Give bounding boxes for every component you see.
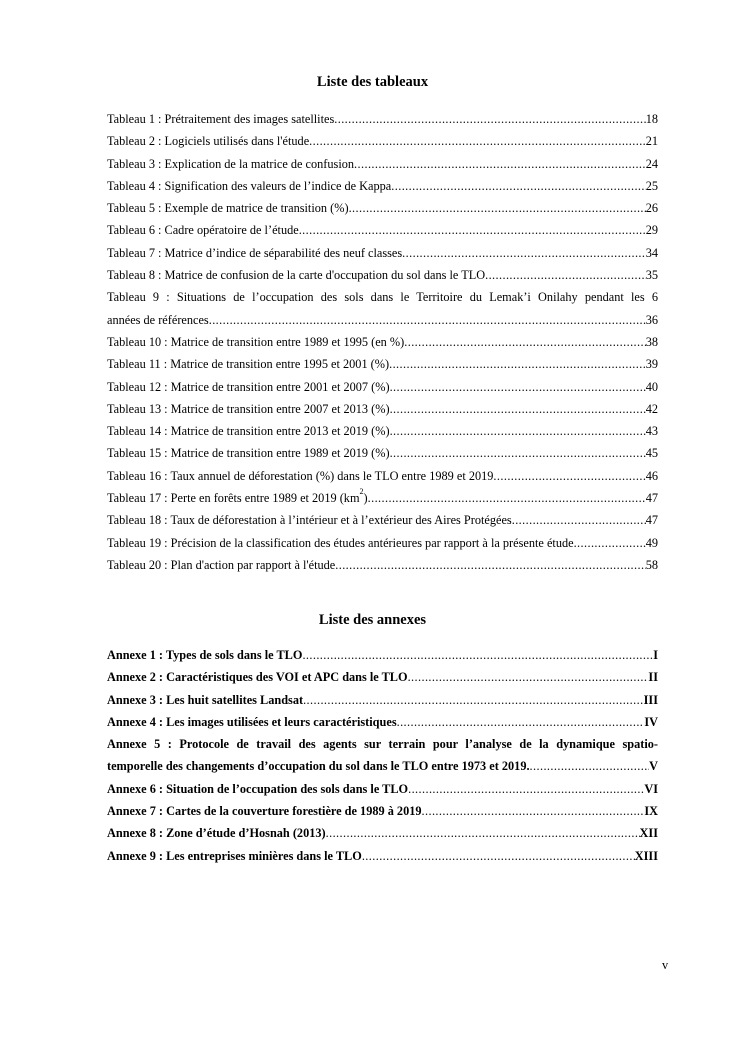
dot-leader (389, 353, 646, 375)
entry-page: XII (639, 826, 658, 841)
dot-leader (354, 153, 646, 175)
dot-leader (299, 219, 646, 241)
entry-title: Tableau 8 : Matrice de confusion de la carte d'occupation du sol dans le TLO (107, 268, 486, 283)
entry-title: Annexe 1 : Types de sols dans le TLO (107, 648, 303, 662)
entry-title: Tableau 6 : Cadre opératoire de l’étude (107, 223, 299, 238)
toc-entry[interactable] (107, 711, 658, 733)
entry-title: Tableau 4 : Signification des valeurs de l’indice de Kappa (107, 178, 392, 193)
entry-page: II (648, 670, 658, 685)
entry-title: Annexe 6 : Situation de l’occupation des sols dans le TLO (107, 781, 409, 796)
dot-leader (390, 442, 646, 464)
entry-page: 45 (645, 446, 658, 461)
superscript-2: 2 (359, 487, 364, 497)
toc-entry[interactable] (107, 465, 658, 487)
toc-entry[interactable] (107, 442, 658, 464)
entry-page: III (643, 692, 658, 707)
entry-page: 34 (645, 245, 658, 260)
entry-page: 35 (645, 268, 658, 283)
toc-entry[interactable] (107, 219, 658, 241)
dot-leader (512, 509, 646, 531)
entry-title: Tableau 2 : Logiciels utilisés dans l'étude (107, 134, 310, 149)
entry-title-close: ) (363, 491, 368, 506)
entry-title-text: Tableau 17 : Perte en forêts entre 1989 et 2019 (km (107, 491, 360, 506)
entry-title: Tableau 5 : Exemple de matrice de transition (%) (107, 201, 349, 216)
toc-entry[interactable] (107, 331, 658, 353)
entry-page: 39 (645, 357, 658, 372)
dot-leader (485, 264, 646, 286)
entry-page: 42 (645, 401, 658, 416)
entry-page: 29 (645, 223, 658, 238)
entry-page: 36 (645, 312, 658, 327)
toc-entry[interactable] (107, 689, 658, 711)
dot-leader (493, 465, 645, 487)
entry-page: I (653, 648, 658, 662)
toc-entry-line2[interactable] (107, 755, 658, 777)
dot-leader (302, 644, 653, 666)
entry-title-continued: temporelle des changements d’occupation du sol dans le TLO entre 1973 et 2019. (107, 759, 530, 774)
dot-leader (209, 309, 646, 331)
dot-leader (335, 554, 645, 576)
tables-list (107, 108, 658, 576)
toc-entry[interactable] (107, 353, 658, 375)
toc-entry[interactable] (107, 264, 658, 286)
entry-title: Annexe 3 : Les huit satellites Landsat (107, 692, 304, 707)
toc-entry-line1[interactable] (107, 733, 658, 755)
dot-leader (349, 197, 646, 219)
entry-title: Tableau 18 : Taux de déforestation à l’intérieur et à l’extérieur des Aires Protégées (107, 513, 512, 528)
toc-entry[interactable] (107, 242, 658, 264)
dot-leader (422, 800, 645, 822)
entry-title: Annexe 7 : Cartes de la couverture forestière de 1989 à 2019 (107, 804, 422, 819)
entry-page: 25 (645, 178, 658, 193)
dot-leader (391, 175, 645, 197)
entry-title: Tableau 3 : Explication de la matrice de confusion (107, 156, 355, 171)
toc-entry[interactable] (107, 376, 658, 398)
entry-title: Tableau 13 : Matrice de transition entre 2007 et 2013 (%) (107, 401, 390, 416)
entry-title: Annexe 4 : Les images utilisées et leurs caractéristiques (107, 714, 397, 729)
toc-entry[interactable] (107, 845, 658, 867)
entry-page: IV (644, 714, 658, 729)
annexes-list (107, 644, 658, 867)
entry-title: Tableau 15 : Matrice de transition entre 1989 et 2019 (%) (107, 446, 390, 461)
entry-title: Annexe 5 : Protocole de travail des agents sur terrain pour l’analyse de la dynamique spatio- (107, 737, 658, 752)
entry-title: Tableau 7 : Matrice d’indice de séparabilité des neuf classes (107, 245, 403, 260)
entry-title: Tableau 19 : Précision de la classification des études antérieures par rapport à la présente étude (107, 535, 574, 550)
toc-entry[interactable] (107, 153, 658, 175)
dot-leader (530, 755, 650, 777)
toc-entry[interactable] (107, 666, 658, 688)
annexes-heading: Liste des annexes (318, 612, 427, 628)
toc-entry[interactable] (107, 644, 658, 666)
toc-entry[interactable] (107, 108, 658, 130)
dot-leader (408, 778, 644, 800)
entry-title: Annexe 8 : Zone d’étude d’Hosnah (2013) (107, 826, 326, 841)
dot-leader (303, 689, 644, 711)
toc-entry[interactable] (107, 420, 658, 442)
entry-page: 58 (645, 557, 658, 572)
entry-page: 38 (645, 334, 658, 349)
dot-leader (402, 242, 646, 264)
entry-title: Annexe 2 : Caractéristiques des VOI et APC dans le TLO (107, 670, 408, 685)
entry-page: V (649, 759, 658, 774)
tables-heading: Liste des tableaux (316, 74, 429, 90)
entry-page: 24 (645, 156, 658, 171)
page-number: v (662, 958, 669, 972)
entry-page: 40 (645, 379, 658, 394)
entry-page: 18 (645, 112, 658, 126)
toc-entry[interactable] (107, 778, 658, 800)
dot-leader (390, 376, 646, 398)
entry-page: XIII (634, 848, 658, 863)
toc-entry-line2[interactable] (107, 309, 658, 331)
dot-leader (362, 845, 635, 867)
dot-leader (574, 532, 646, 554)
dot-leader (326, 822, 640, 844)
entry-title: Tableau 14 : Matrice de transition entre 2013 et 2019 (%) (107, 424, 390, 439)
toc-entry[interactable] (107, 398, 658, 420)
toc-entry[interactable] (107, 509, 658, 531)
entry-title: Tableau 9 : Situations de l’occupation des sols dans le Territoire du Lemak’i Onilahy pendant les 6 (107, 290, 658, 305)
dot-leader (368, 487, 646, 509)
dot-leader (404, 331, 645, 353)
entry-title: Tableau 20 : Plan d'action par rapport à l'étude (107, 557, 336, 572)
entry-page: 47 (645, 513, 658, 528)
toc-entry[interactable] (107, 175, 658, 197)
entry-title: Tableau 16 : Taux annuel de déforestation (%) dans le TLO entre 1989 et 2019 (107, 468, 494, 483)
dot-leader (390, 420, 646, 442)
toc-entry[interactable] (107, 130, 658, 152)
entry-page: 47 (645, 491, 658, 506)
entry-title (107, 487, 368, 509)
toc-entry[interactable] (107, 197, 658, 219)
entry-title: Tableau 1 : Prétraitement des images satellites (107, 112, 335, 126)
toc-entry[interactable] (107, 532, 658, 554)
toc-entry[interactable] (107, 487, 658, 509)
entry-title: Tableau 11 : Matrice de transition entre 1995 et 2001 (%) (107, 357, 390, 372)
dot-leader (408, 666, 649, 688)
dot-leader (334, 108, 645, 130)
entry-title: Annexe 9 : Les entreprises minières dans le TLO (107, 848, 362, 863)
dot-leader (397, 711, 645, 733)
entry-page: 43 (645, 424, 658, 439)
entry-title-continued: années de références (107, 312, 209, 327)
entry-page: IX (644, 804, 658, 819)
dot-leader (390, 398, 646, 420)
toc-entry[interactable] (107, 822, 658, 844)
toc-entry[interactable] (107, 554, 658, 576)
entry-title: Tableau 12 : Matrice de transition entre 2001 et 2007 (%) (107, 379, 390, 394)
entry-page: 26 (645, 201, 658, 216)
dot-leader (309, 130, 646, 152)
entry-page: 21 (645, 134, 658, 149)
entry-page: 46 (645, 468, 658, 483)
entry-page: 49 (645, 535, 658, 550)
entry-page: VI (644, 781, 658, 796)
entry-title: Tableau 10 : Matrice de transition entre 1989 et 1995 (en %) (107, 334, 405, 349)
toc-entry[interactable] (107, 800, 658, 822)
toc-entry-line1[interactable] (107, 286, 658, 308)
